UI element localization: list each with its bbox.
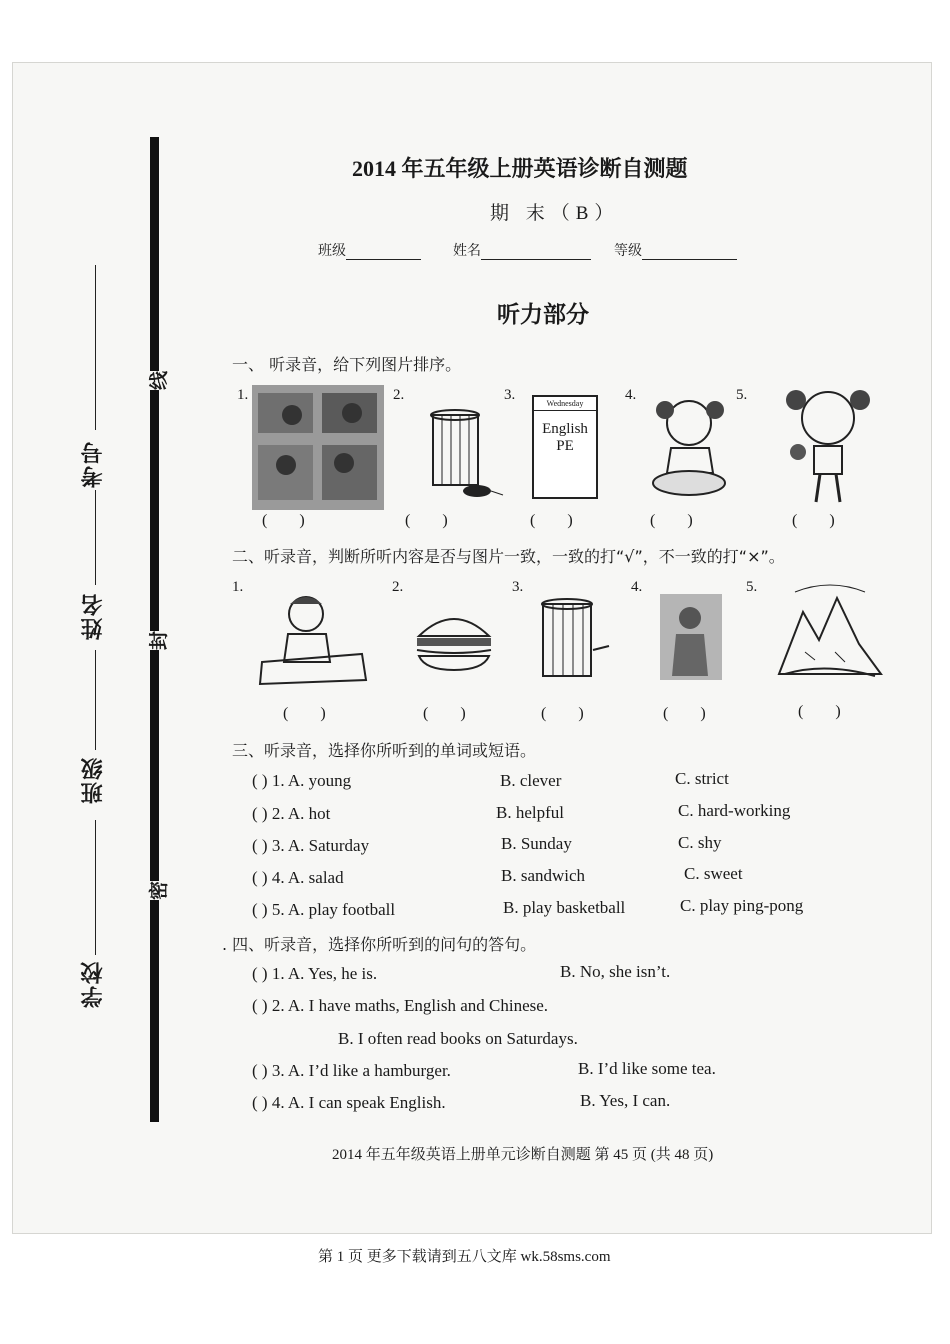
s1-num-2: 2. — [393, 387, 405, 403]
exam-title: 2014 年五年级上册英语诊断自测题 — [352, 156, 688, 181]
section1-heading: 一、 听录音，给下列图片排序。 — [232, 355, 462, 374]
field-name — [453, 240, 591, 260]
side-school-line — [95, 820, 96, 955]
s3-q4-c: C. sweet — [684, 864, 743, 883]
picture-girl-washing — [643, 388, 738, 506]
side-class-line — [95, 650, 96, 750]
s3-q2-b: B. helpful — [496, 803, 564, 822]
side-name-label: 姓名 — [81, 592, 106, 640]
side-name-line — [95, 490, 96, 585]
page-footer: 第 1 页 更多下载请到五八文库 wk.58sms.com — [318, 1249, 611, 1265]
s1-num-1: 1. — [237, 387, 249, 403]
s4-q2[interactable]: ( ) 2. A. I have maths, English and Chinese. — [252, 996, 549, 1015]
s4-q3-b: B. I’d like some tea. — [578, 1059, 716, 1078]
s4-q4[interactable]: ( ) 4. A. I can speak English. — [252, 1093, 446, 1112]
s2-num-3: 3. — [512, 579, 524, 595]
s2-paren-1[interactable]: ( ) — [283, 705, 340, 722]
s3-q2[interactable]: ( ) 2. A. hot — [252, 804, 331, 823]
s2-paren-2[interactable]: ( ) — [423, 705, 480, 722]
s3-q3[interactable]: ( ) 3. A. Saturday — [252, 836, 370, 855]
s4-q2-b: B. I often read books on Saturdays. — [338, 1029, 578, 1048]
s3-q5-b: B. play basketball — [503, 898, 626, 917]
s3-q3-b: B. Sunday — [501, 834, 572, 853]
calendar-day: Wednesday — [534, 397, 596, 411]
s2-paren-3[interactable]: ( ) — [541, 705, 598, 722]
s2-paren-4[interactable]: ( ) — [663, 705, 720, 722]
exam-subtitle: 期 末（B） — [490, 203, 620, 224]
side-school-label: 学校 — [81, 960, 106, 1008]
picture-hamburger — [413, 606, 495, 672]
picture-mountain-river — [775, 582, 885, 682]
s4-q3[interactable]: ( ) 3. A. I’d like a hamburger. — [252, 1061, 451, 1080]
section4-heading: . 四、听录音，选择你所听到的问句的答句。 — [222, 935, 537, 954]
field-name-label: 姓名 — [453, 243, 481, 259]
field-class — [318, 240, 421, 260]
s1-paren-2[interactable]: ( ) — [405, 512, 462, 529]
picture-trash-bin-mouse — [425, 395, 505, 505]
seal-feng: 封 — [142, 631, 173, 650]
section2-heading: 二、听录音，判断所听内容是否与图片一致，一致的打“√”，不一致的打“×”。 — [232, 547, 785, 566]
field-grade — [614, 240, 737, 260]
s1-num-5: 5. — [736, 387, 748, 403]
s4-q1[interactable]: ( ) 1. A. Yes, he is. — [252, 964, 378, 983]
s3-q5[interactable]: ( ) 5. A. play football — [252, 900, 396, 919]
s3-q1-b: B. clever — [500, 771, 562, 790]
listening-title: 听力部分 — [497, 302, 589, 328]
picture-calendar — [532, 395, 598, 499]
s4-q1-b: B. No, she isn’t. — [560, 962, 671, 981]
s3-q4-b: B. sandwich — [501, 866, 586, 885]
sheet-footer: 2014 年五年级英语上册单元诊断自测题 第 45 页 (共 48 页) — [332, 1147, 714, 1163]
s3-q1-c: C. strict — [675, 769, 729, 788]
s4-q4-b: B. Yes, I can. — [580, 1091, 671, 1110]
field-class-label: 班级 — [318, 243, 346, 259]
field-grade-label: 等级 — [614, 243, 642, 259]
s3-q4[interactable]: ( ) 4. A. salad — [252, 868, 344, 887]
section3-heading: 三、听录音，选择你所听到的单词或短语。 — [232, 741, 537, 760]
s1-num-4: 4. — [625, 387, 637, 403]
field-grade-blank[interactable] — [642, 259, 737, 260]
picture-classroom — [252, 385, 384, 510]
seal-xian: 线 — [142, 371, 173, 390]
s1-paren-1[interactable]: ( ) — [262, 512, 319, 529]
field-class-blank[interactable] — [346, 259, 421, 260]
calendar-line2: PE — [556, 438, 574, 454]
s3-q1[interactable]: ( ) 1. A. young — [252, 771, 352, 790]
picture-boy-homework — [258, 592, 368, 687]
picture-girl-exercise — [778, 380, 878, 508]
s1-paren-4[interactable]: ( ) — [650, 512, 707, 529]
picture-person-photo — [660, 594, 722, 680]
calendar-line1: English — [542, 421, 588, 437]
s1-paren-5[interactable]: ( ) — [792, 512, 849, 529]
s3-q3-c: C. shy — [678, 833, 722, 852]
picture-trash-bin — [535, 590, 615, 688]
s2-num-5: 5. — [746, 579, 758, 595]
s3-q2-c: C. hard-working — [678, 801, 791, 820]
side-class-label: 班级 — [81, 756, 106, 804]
person-photo-figure — [660, 594, 722, 680]
s2-num-2: 2. — [392, 579, 404, 595]
s2-paren-5[interactable]: ( ) — [798, 703, 855, 720]
s2-num-1: 1. — [232, 579, 244, 595]
s1-paren-3[interactable]: ( ) — [530, 512, 587, 529]
seal-mi: 密 — [142, 881, 173, 900]
side-exam-no-label: 考号 — [81, 440, 106, 488]
s2-num-4: 4. — [631, 579, 643, 595]
s1-num-3: 3. — [504, 387, 516, 403]
binding-line — [150, 137, 159, 1122]
field-name-blank[interactable] — [481, 259, 591, 260]
s3-q5-c: C. play ping-pong — [680, 896, 804, 915]
side-exam-no-line — [95, 265, 96, 430]
